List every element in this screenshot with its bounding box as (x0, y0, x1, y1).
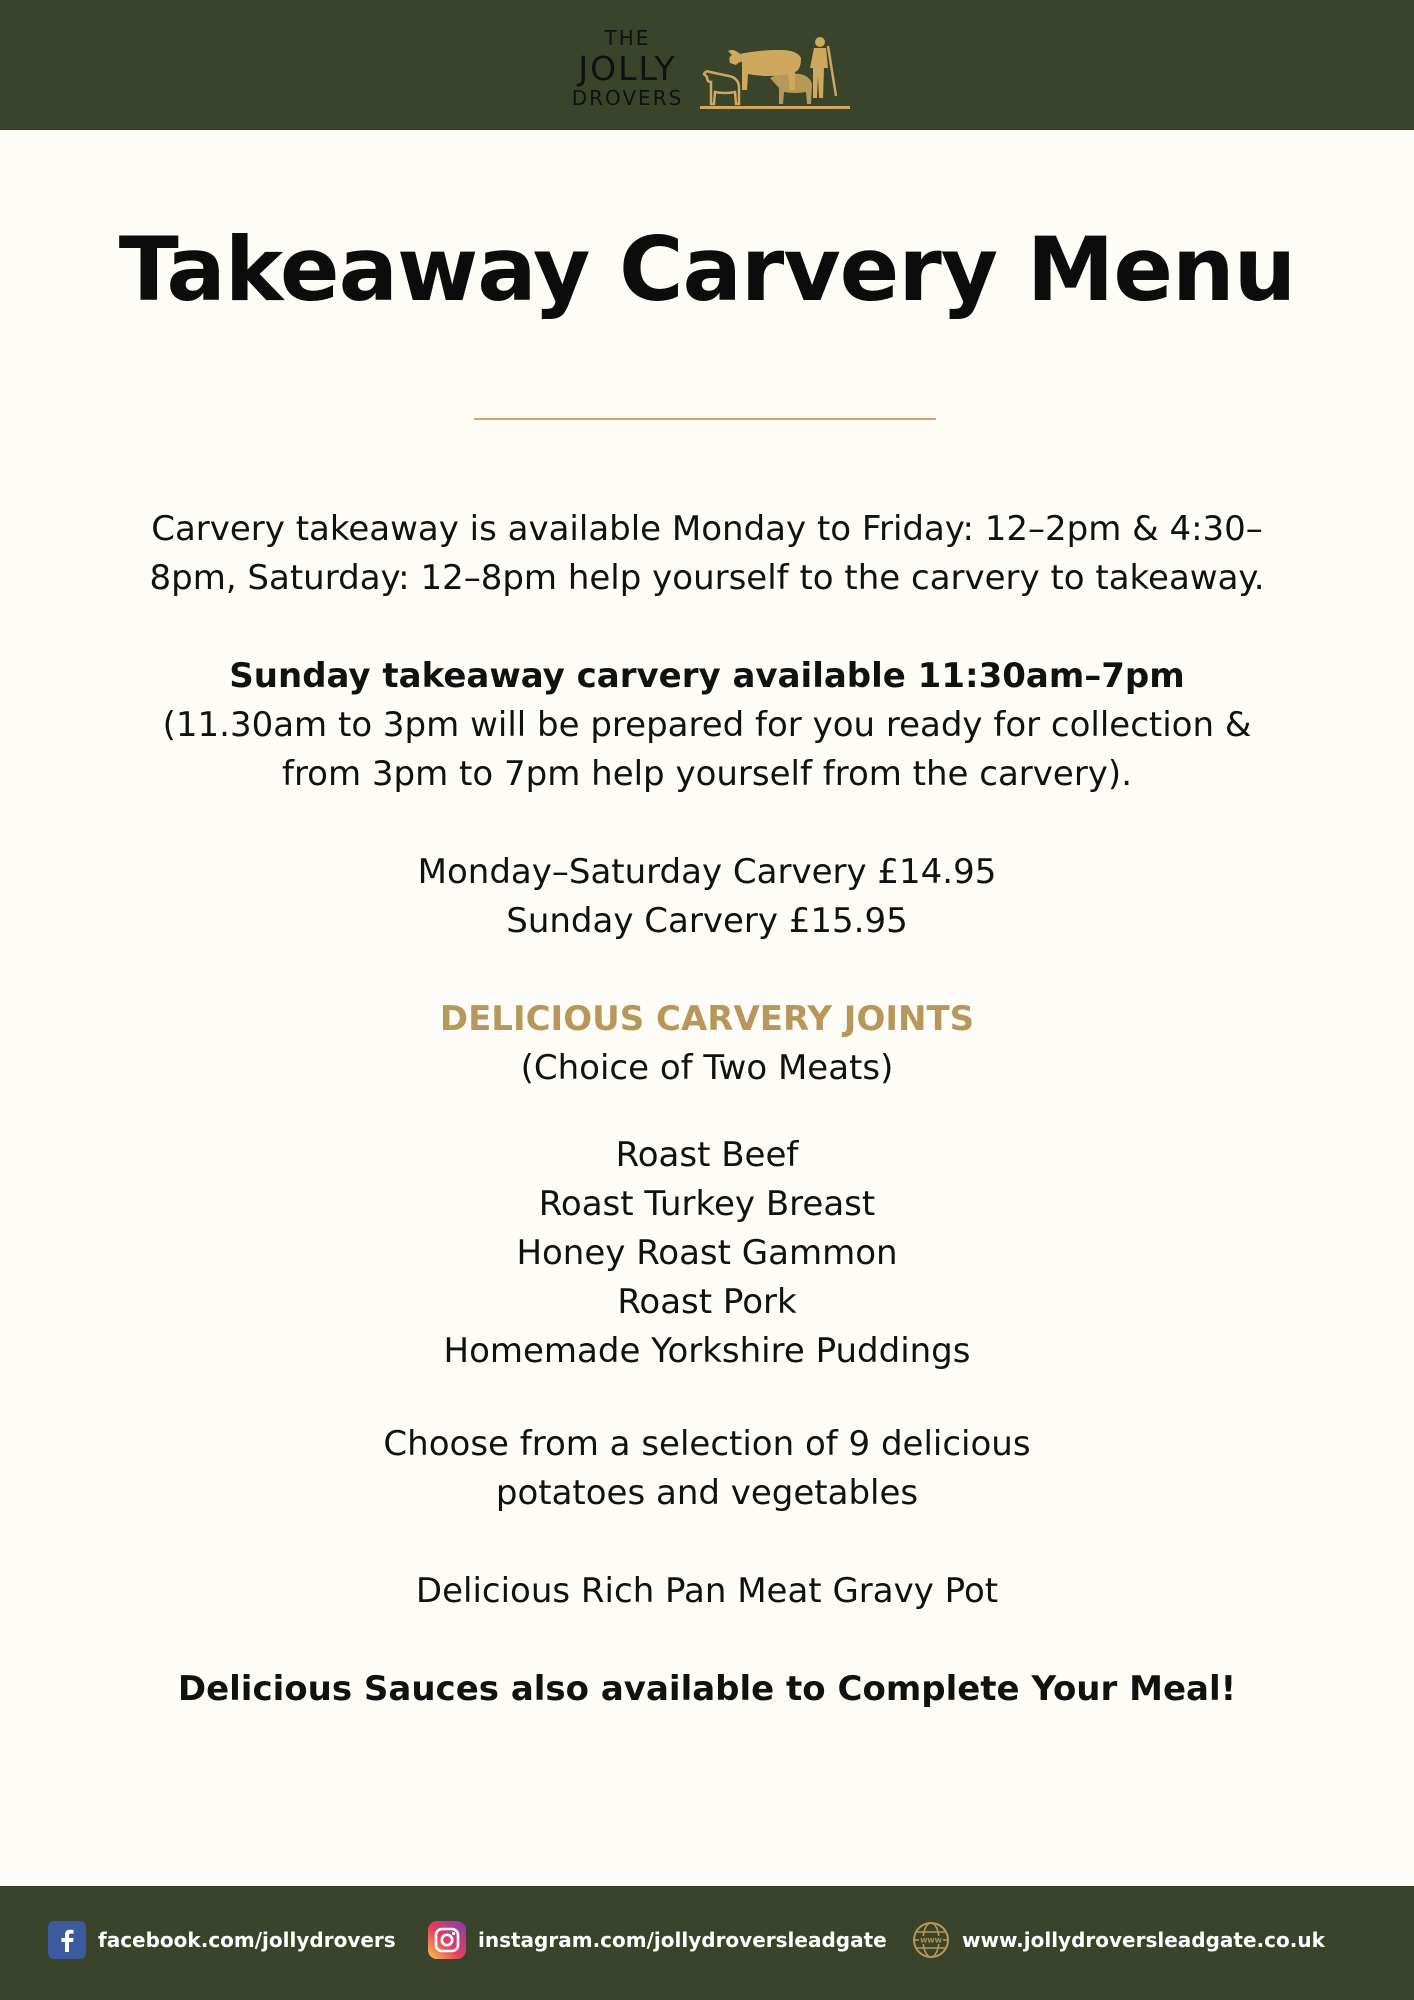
facebook-icon (48, 1921, 86, 1959)
joint-item: Roast Turkey Breast (538, 1184, 876, 1224)
gravy-line: Delicious Rich Pan Meat Gravy Pot (415, 1571, 999, 1611)
instagram-icon (428, 1921, 466, 1959)
instagram-link[interactable] (428, 1920, 887, 1960)
intro-line-1: Carvery takeaway is available Monday to Friday: 12–2pm & 4:30– (151, 509, 1263, 549)
globe-icon (912, 1921, 950, 1959)
joint-item: Roast Pork (617, 1282, 797, 1322)
cattle-and-drover-icon (700, 32, 850, 112)
header-bar (0, 0, 1414, 130)
footer-bar (0, 1886, 1414, 2000)
joint-item: Honey Roast Gammon (516, 1233, 898, 1273)
joint-item: Homemade Yorkshire Puddings (443, 1331, 971, 1371)
sunday-line-2: from 3pm to 7pm help yourself from the carvery). (281, 754, 1133, 794)
intro-line-2: 8pm, Saturday: 12–8pm help yourself to the carvery to takeaway. (149, 558, 1265, 598)
joints-heading: DELICIOUS CARVERY JOINTS (439, 999, 975, 1039)
price-sunday: Sunday Carvery £15.95 (506, 901, 908, 941)
facebook-link[interactable] (48, 1920, 396, 1960)
title-divider (474, 418, 936, 420)
joint-item: Roast Beef (615, 1135, 799, 1175)
sunday-line-1: (11.30am to 3pm will be prepared for you ready for collection & (162, 705, 1252, 745)
menu-content (120, 505, 1294, 1714)
logo-text-the: THE (604, 26, 651, 50)
logo-text-jolly: JOLLY (578, 49, 677, 88)
svg-text:WWW: WWW (920, 1936, 942, 1945)
website-link-text: www.jollydroversleadgate.co.uk (962, 1928, 1325, 1952)
jolly-drovers-logo[interactable] (565, 22, 855, 114)
vegetables-line-2: potatoes and vegetables (495, 1473, 919, 1513)
sunday-heading: Sunday takeaway carvery available 11:30am–7pm (229, 656, 1185, 696)
instagram-link-text: instagram.com/jollydroversleadgate (478, 1928, 887, 1952)
facebook-link-text: facebook.com/jollydrovers (98, 1928, 396, 1952)
page-title: Takeaway Carvery Menu (118, 218, 1296, 321)
website-link[interactable] (912, 1920, 1325, 1960)
sauces-line: Delicious Sauces also available to Complete Your Meal! (177, 1669, 1237, 1709)
logo-text-drovers: DROVERS (571, 86, 684, 110)
joints-subheading: (Choice of Two Meats) (520, 1048, 894, 1088)
vegetables-line-1: Choose from a selection of 9 delicious (383, 1424, 1031, 1464)
price-weekday: Monday–Saturday Carvery £14.95 (417, 852, 997, 892)
